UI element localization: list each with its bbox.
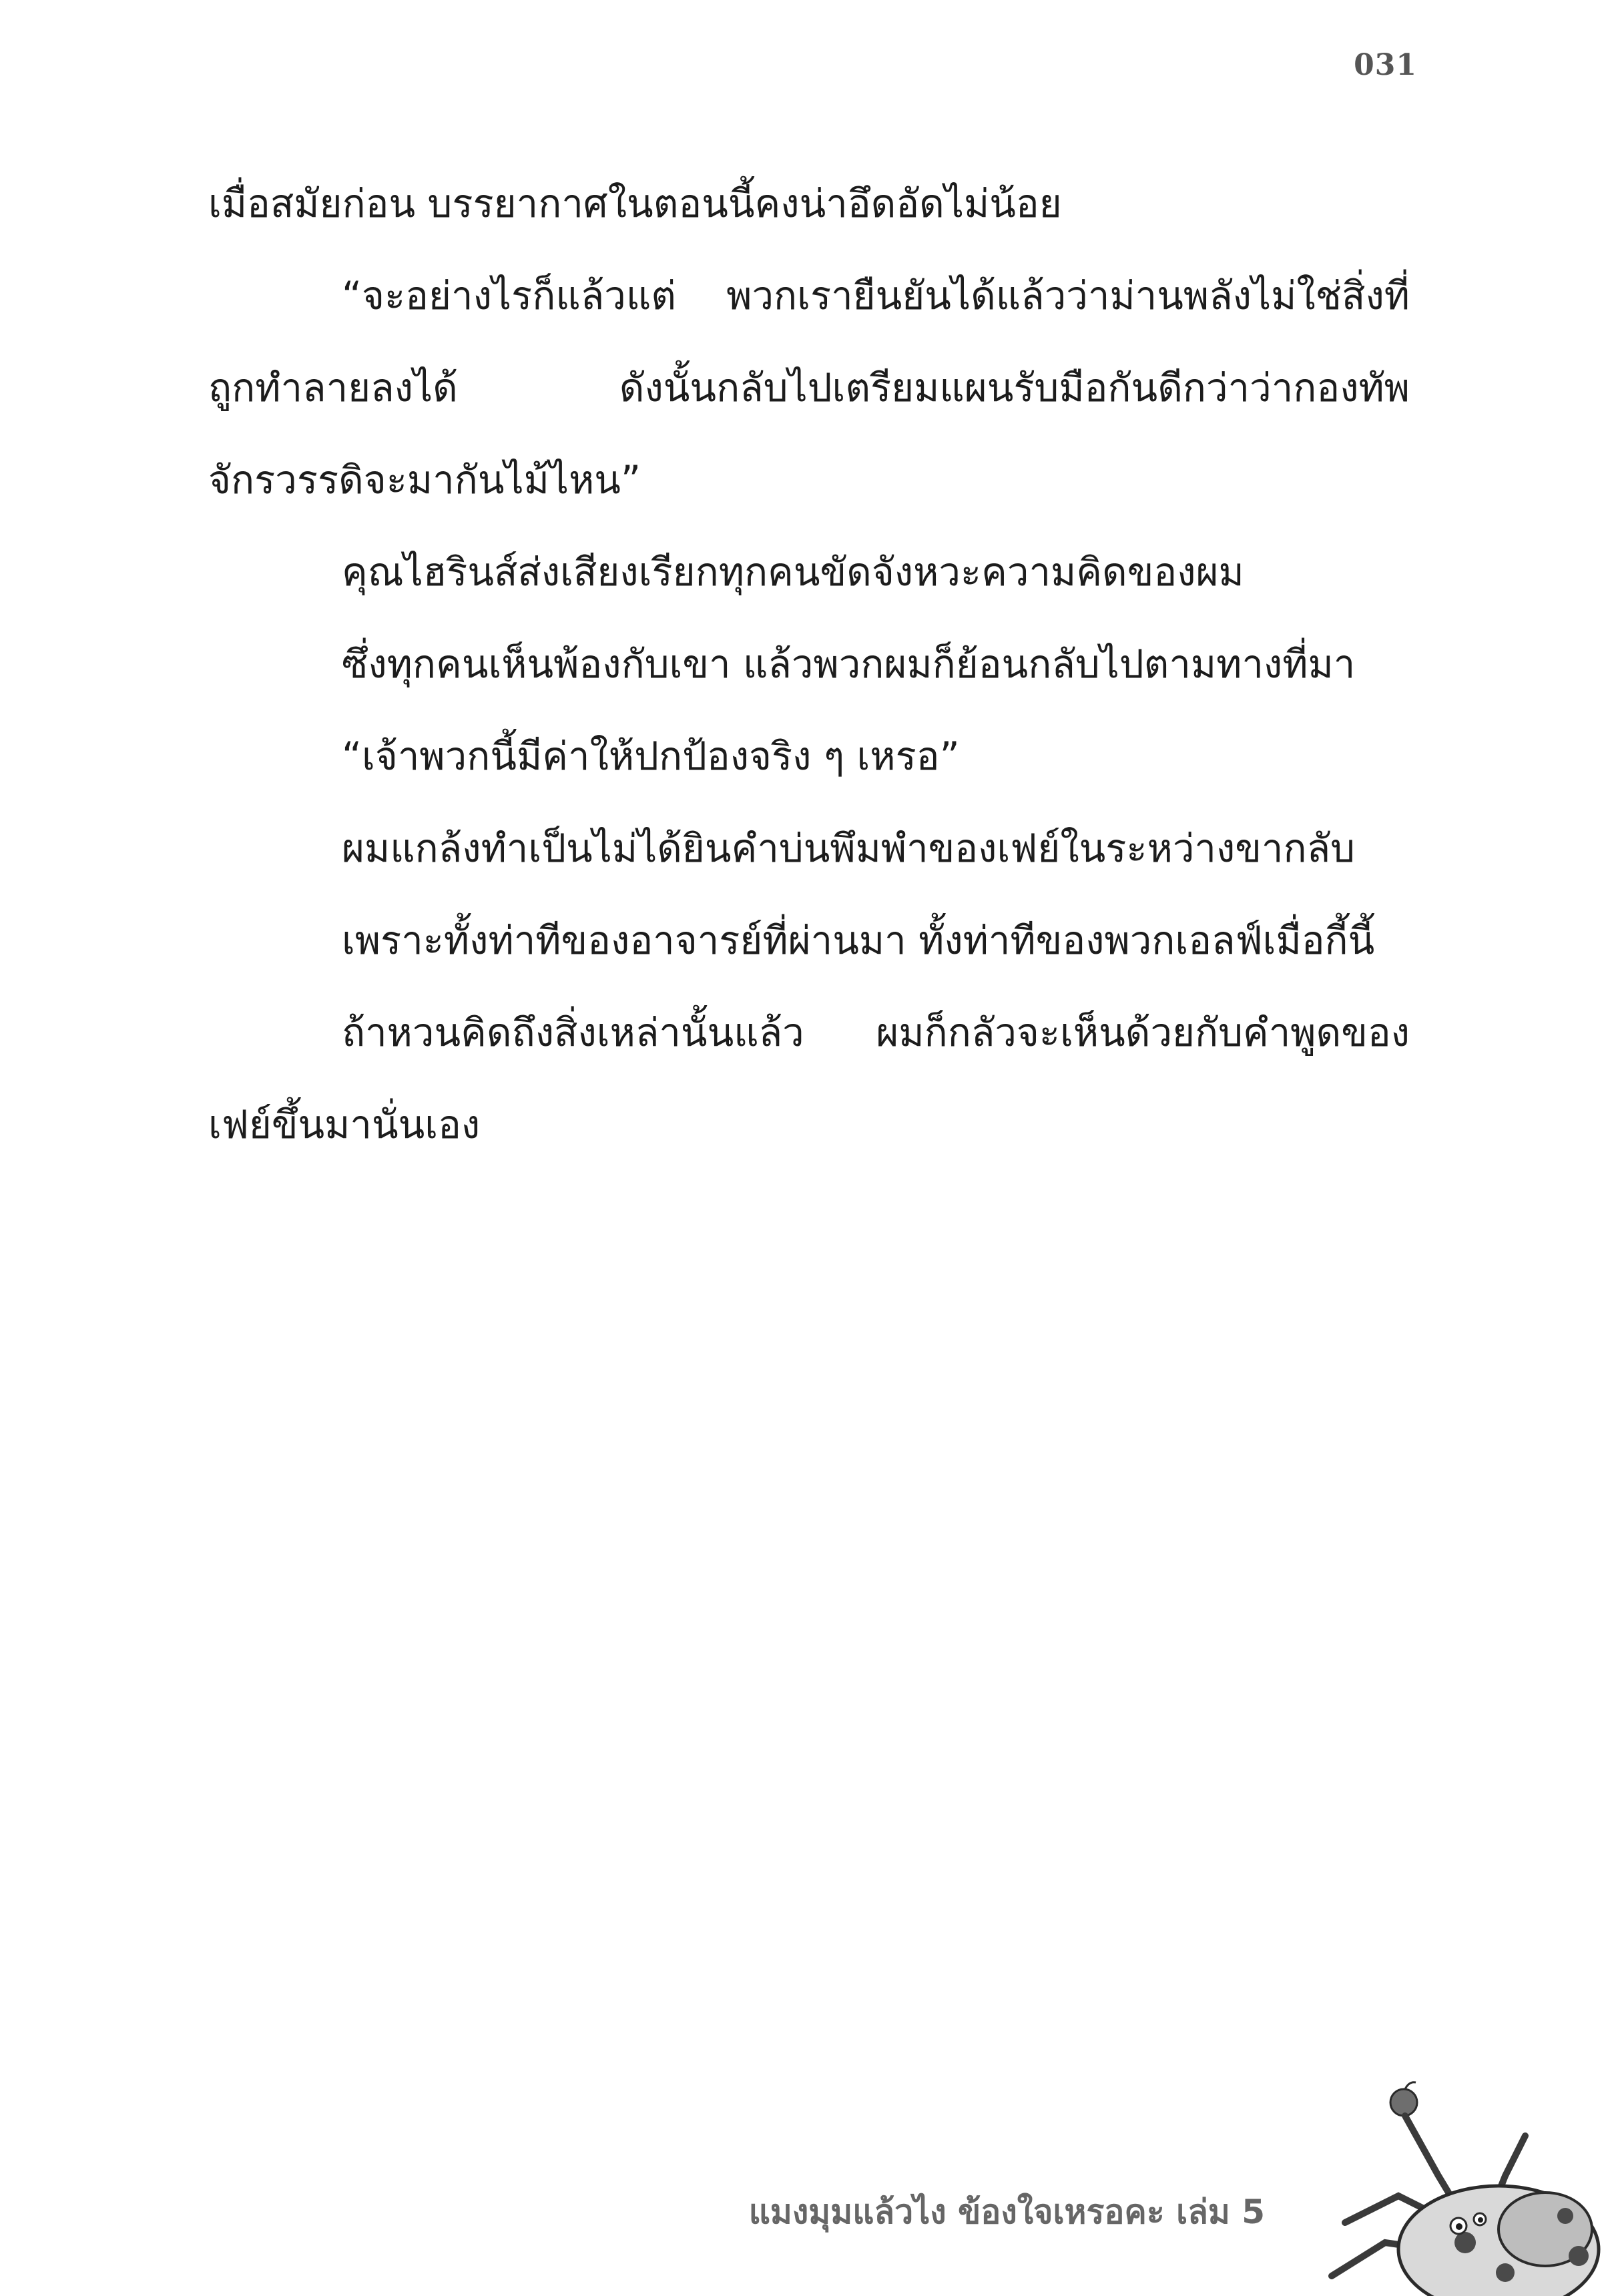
paragraph: ถ้าหวนคิดถึงสิ่งเหล่านั้นแล้ว ผมก็กลัวจะเห็นด้วยกับคำพูดของเฟย์ขึ้นมานั่นเอง (208, 1010, 1410, 1147)
paragraph: คุณไฮรินส์ส่งเสียงเรียกทุกคนขัดจังหวะความคิดของผม (342, 549, 1244, 595)
page-number: 031 (1354, 48, 1417, 82)
book-title-footer: แมงมุมแล้วไง ข้องใจเหรอคะ เล่ม 5 (748, 2193, 1265, 2231)
paragraph: ซึ่งทุกคนเห็นพ้องกับเขา แล้วพวกผมก็ย้อนกลับไปตามทางที่มา (342, 641, 1356, 687)
paragraph: เพราะทั้งท่าทีของอาจารย์ที่ผ่านมา ทั้งท่าทีของพวกเอลฟ์เมื่อกี้นี้ (342, 918, 1375, 963)
paragraph: “เจ้าพวกนี้มีค่าให้ปกป้องจริง ๆ เหรอ” (342, 734, 960, 779)
spider-character-illustration (1305, 2076, 1612, 2296)
paragraph: “จะอย่างไรก็แล้วแต่ พวกเรายืนยันได้แล้วว่าม่านพลังไม่ใช่สิ่งที่ถูกทำลายลงได้ ดังนั้นกลับไปเตรียมแผนรับมือกันดีกว่าว่ากองทัพจักรวรรดิจะมากันไม้ไหน” (208, 273, 1410, 503)
paragraph: ผมแกล้งทำเป็นไม่ได้ยินคำบ่นพึมพำของเฟย์ในระหว่างขากลับ (342, 826, 1355, 871)
body-text (208, 158, 1410, 1171)
paragraph: เมื่อสมัยก่อน บรรยากาศในตอนนี้คงน่าอึดอัดไม่น้อย (208, 181, 1062, 226)
